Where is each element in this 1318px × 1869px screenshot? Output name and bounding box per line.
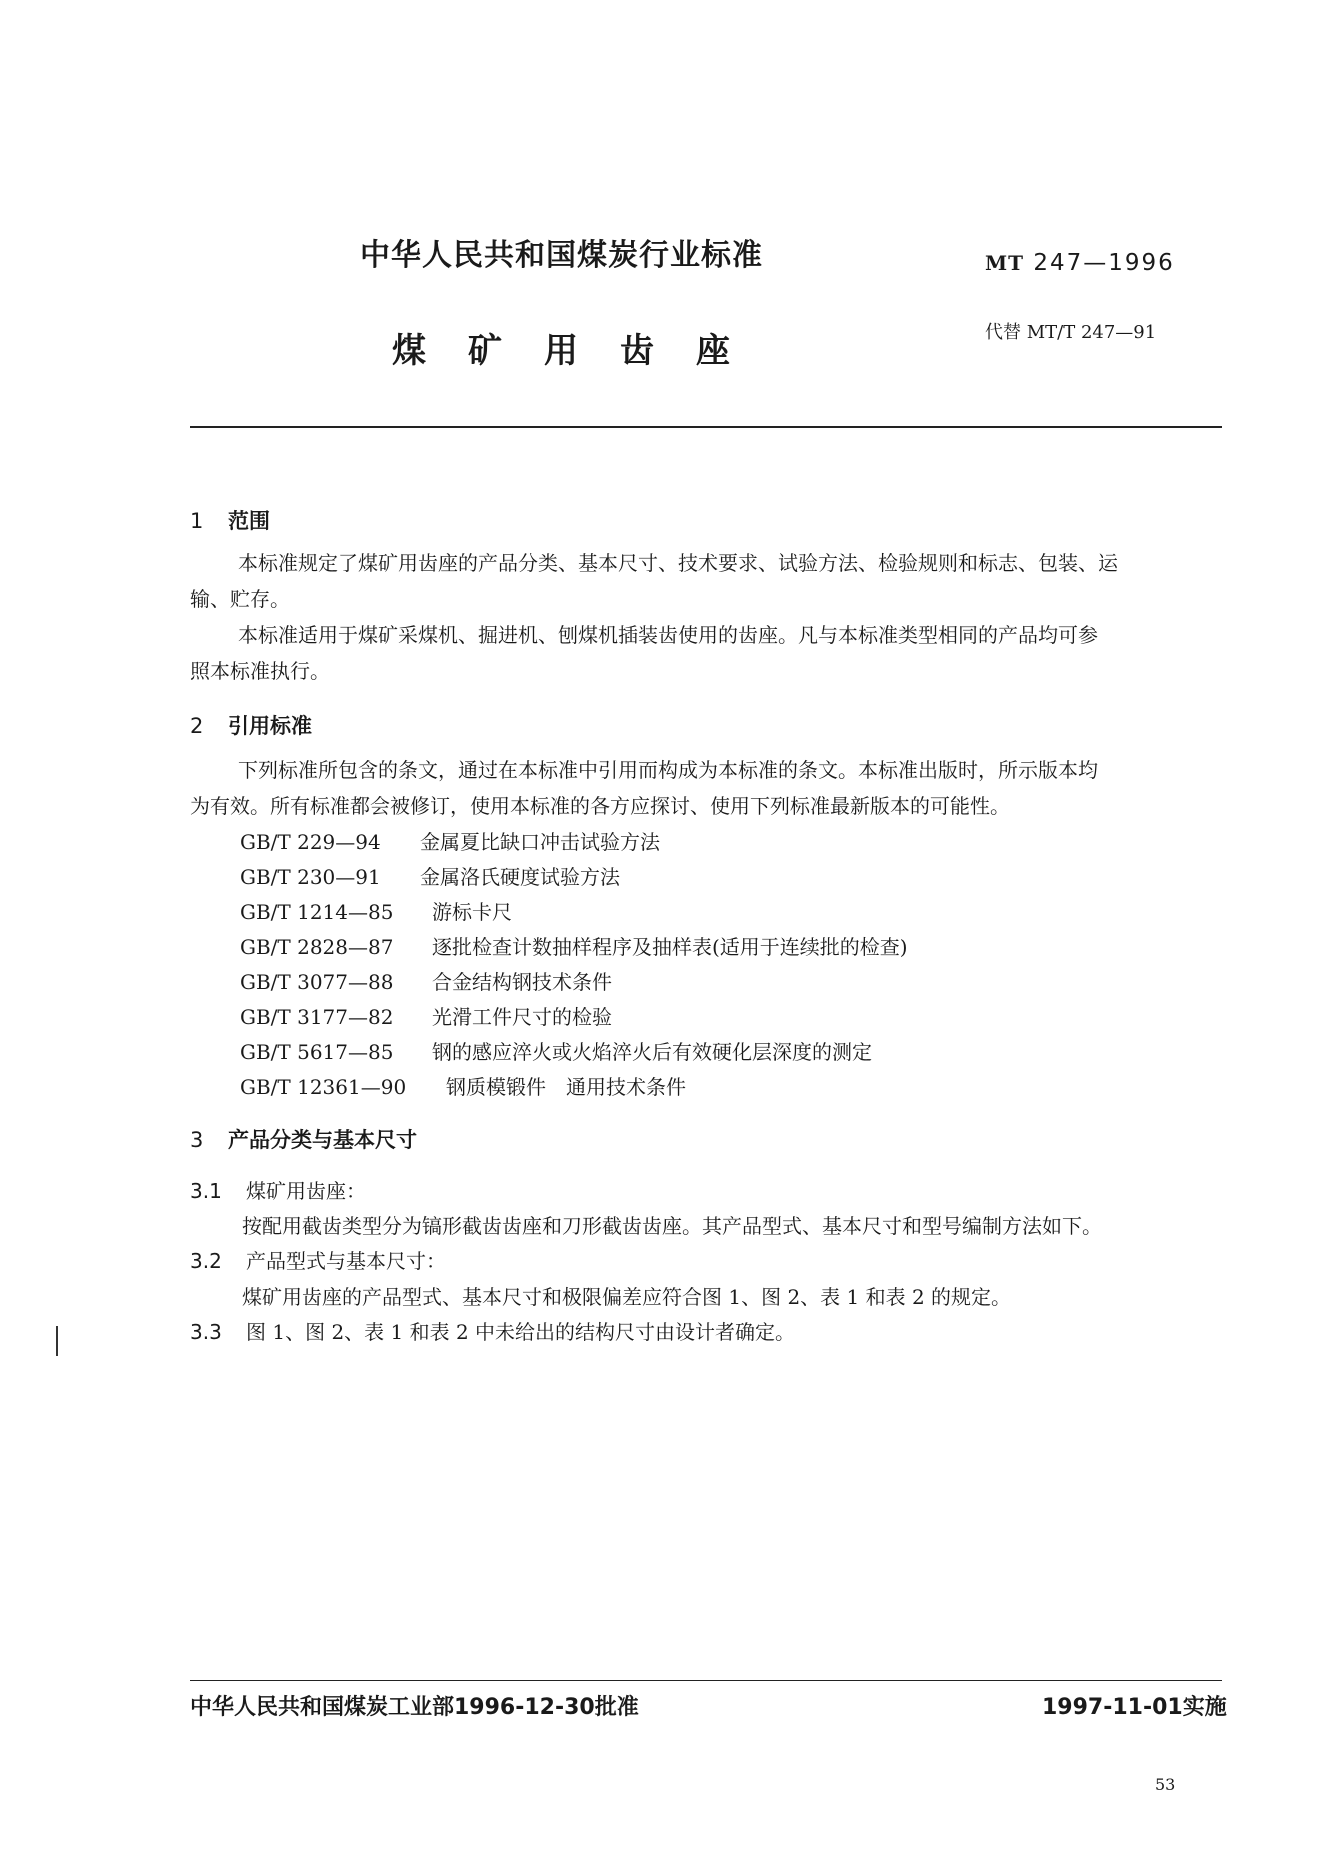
- clause-text: 按配用截齿类型分为镐形截齿齿座和刀形截齿齿座。其产品型式、基本尺寸和型号编制方法如下。: [242, 1214, 1102, 1238]
- references-intro-line: 为有效。所有标准都会被修订，使用本标准的各方应探讨、使用下列标准最新版本的可能性。: [190, 794, 1010, 818]
- reference-item: [240, 826, 660, 855]
- reference-item: [240, 1071, 686, 1100]
- clause-heading: [190, 1316, 795, 1345]
- clause-heading: [190, 1175, 366, 1204]
- margin-change-bar: [56, 1326, 58, 1356]
- effective-date: 1997-11-01实施: [1042, 1695, 1227, 1720]
- reference-code: GB/T 2828—87: [240, 935, 394, 959]
- reference-code: GB/T 1214—85: [240, 900, 394, 924]
- header-divider: [190, 426, 1222, 428]
- reference-code: GB/T 229—94: [240, 830, 381, 854]
- reference-code: GB/T 3077—88: [240, 970, 394, 994]
- clause-title: 图 1、图 2、表 1 和表 2 中未给出的结构尺寸由设计者确定。: [246, 1320, 796, 1344]
- replaces-note: 代替 MT/T 247—91: [985, 322, 1157, 343]
- reference-title: 金属夏比缺口冲击试验方法: [420, 830, 660, 854]
- reference-item: [240, 896, 512, 925]
- section-title: 范围: [228, 509, 270, 533]
- clause-number: 3.2: [190, 1249, 222, 1273]
- section-number: 2: [190, 714, 204, 738]
- reference-item: [240, 1036, 872, 1065]
- reference-title: 金属洛氏硬度试验方法: [420, 865, 620, 889]
- standard-number: 247—1996: [1033, 250, 1175, 276]
- section-number: 3: [190, 1128, 204, 1152]
- clause-number: 3.1: [190, 1179, 222, 1203]
- authority-title: 中华人民共和国煤炭行业标准: [360, 238, 763, 273]
- reference-title: 合金结构钢技术条件: [432, 970, 612, 994]
- scope-line: 输、贮存。: [190, 587, 290, 611]
- reference-code: GB/T 5617—85: [240, 1040, 394, 1064]
- reference-title: 钢的感应淬火或火焰淬火后有效硬化层深度的测定: [432, 1040, 872, 1064]
- clause-text: 煤矿用齿座的产品型式、基本尺寸和极限偏差应符合图 1、图 2、表 1 和表 2 的规定。: [242, 1285, 1012, 1309]
- reference-code: GB/T 230—91: [240, 865, 381, 889]
- reference-item: [240, 861, 620, 890]
- reference-item: [240, 931, 908, 960]
- scope-line: 照本标准执行。: [190, 659, 330, 683]
- section-heading-scope: [190, 505, 270, 535]
- document-title: 煤矿用齿座: [392, 331, 772, 371]
- section-heading-classification: [190, 1124, 417, 1154]
- standard-code: [985, 250, 1175, 276]
- scope-line: 本标准适用于煤矿采煤机、掘进机、刨煤机插装齿使用的齿座。凡与本标准类型相同的产品均可参: [238, 623, 1098, 647]
- clause-title: 产品型式与基本尺寸：: [246, 1249, 446, 1273]
- approval-note: 中华人民共和国煤炭工业部1996-12-30批准: [190, 1695, 639, 1720]
- section-title: 引用标准: [228, 714, 312, 738]
- section-title: 产品分类与基本尺寸: [228, 1128, 417, 1152]
- reference-item: [240, 1001, 612, 1030]
- reference-title: 游标卡尺: [432, 900, 512, 924]
- clause-heading: [190, 1245, 446, 1274]
- references-intro: [190, 752, 1222, 824]
- section-number: 1: [190, 509, 204, 533]
- scope-line: 本标准规定了煤矿用齿座的产品分类、基本尺寸、技术要求、试验方法、检验规则和标志、包装、运: [238, 551, 1118, 575]
- standard-prefix: MT: [985, 251, 1025, 275]
- clause-number: 3.3: [190, 1320, 222, 1344]
- reference-item: [240, 966, 612, 995]
- page-number: 53: [1155, 1775, 1176, 1794]
- references-intro-line: 下列标准所包含的条文，通过在本标准中引用而构成为本标准的条文。本标准出版时，所示版本均: [238, 758, 1098, 782]
- reference-code: GB/T 12361—90: [240, 1075, 407, 1099]
- footer-divider: [190, 1680, 1222, 1681]
- reference-title: 光滑工件尺寸的检验: [432, 1005, 612, 1029]
- reference-title: 钢质模锻件 通用技术条件: [446, 1075, 686, 1099]
- reference-code: GB/T 3177—82: [240, 1005, 394, 1029]
- section-heading-references: [190, 710, 312, 740]
- scope-body: [190, 545, 1222, 689]
- reference-title: 逐批检查计数抽样程序及抽样表(适用于连续批的检查): [432, 935, 908, 959]
- clause-title: 煤矿用齿座：: [246, 1179, 366, 1203]
